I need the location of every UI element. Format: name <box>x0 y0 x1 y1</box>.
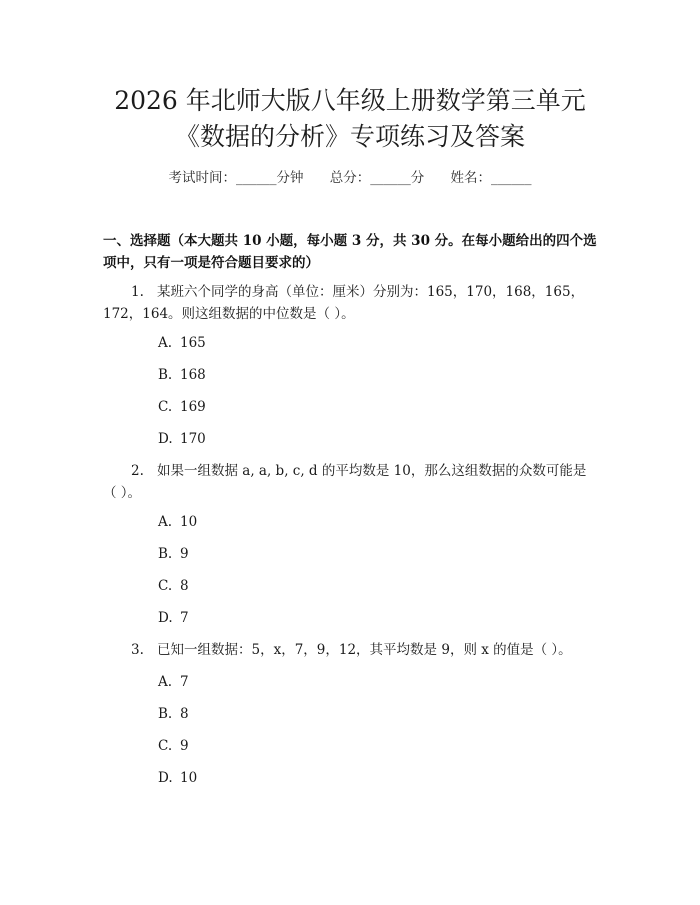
question-text: 已知一组数据：5，x，7，9，12，其平均数是 9，则 x 的值是（ ）。 <box>157 642 572 658</box>
question-2-option-d <box>158 609 189 627</box>
exam-name-blank: ______ <box>491 170 532 186</box>
question-number: 3. <box>131 642 144 658</box>
option-letter: B. <box>158 706 173 722</box>
option-text: 8 <box>180 706 189 722</box>
document-title-line1: 2026 年北师大版八年级上册数学第三单元 <box>114 86 586 115</box>
option-text: 7 <box>180 610 189 626</box>
exam-time-unit: 分钟 <box>276 170 304 186</box>
question-2-option-a <box>158 513 197 531</box>
question-2-option-c <box>158 577 189 595</box>
exam-time <box>168 169 303 187</box>
option-letter: A. <box>158 674 173 690</box>
option-letter: D. <box>158 770 173 786</box>
document-title-line2: 《数据的分析》专项练习及答案 <box>174 122 525 151</box>
exam-name-label: 姓名： <box>450 170 492 186</box>
option-text: 169 <box>180 399 206 415</box>
question-number: 1. <box>131 284 144 300</box>
question-3-option-c <box>158 737 189 755</box>
exam-info <box>0 169 700 187</box>
question-1 <box>103 281 593 325</box>
option-text: 170 <box>180 431 206 447</box>
option-letter: D. <box>158 610 173 626</box>
exam-score-label: 总分： <box>329 170 371 186</box>
question-3 <box>103 639 593 661</box>
option-letter: C. <box>158 738 173 754</box>
option-letter: B. <box>158 367 173 383</box>
option-text: 7 <box>180 674 189 690</box>
option-letter: A. <box>158 514 173 530</box>
question-3-option-d <box>158 769 197 787</box>
option-text: 9 <box>180 738 189 754</box>
exam-time-label: 考试时间： <box>168 170 236 186</box>
question-3-option-b <box>158 705 189 723</box>
exam-score-unit: 分 <box>410 170 425 186</box>
exam-score-blank: ______ <box>370 170 411 186</box>
option-text: 9 <box>180 546 189 562</box>
option-letter: B. <box>158 546 173 562</box>
option-text: 165 <box>180 335 206 351</box>
option-text: 8 <box>180 578 189 594</box>
exam-time-blank: ______ <box>235 170 277 186</box>
option-text: 10 <box>180 514 198 530</box>
question-text: 如果一组数据 a, a, b, c, d 的平均数是 10，那么这组数据的众数可能是（ ）。 <box>103 463 587 501</box>
question-2 <box>103 460 593 504</box>
question-3-option-a <box>158 673 189 691</box>
question-1-option-b <box>158 366 206 384</box>
option-letter: C. <box>158 399 173 415</box>
question-number: 2. <box>131 463 144 479</box>
question-2-option-b <box>158 545 189 563</box>
option-text: 168 <box>180 367 206 383</box>
question-text: 某班六个同学的身高（单位：厘米）分别为：165，170，168，165，172，164。则这组数据的中位数是（ ）。 <box>103 284 585 322</box>
option-text: 10 <box>180 770 198 786</box>
option-letter: C. <box>158 578 173 594</box>
option-letter: D. <box>158 431 173 447</box>
section-heading: 一、选择题（本大题共 10 小题，每小题 3 分，共 30 分。在每小题给出的四个选项中，只有一项是符合题目要求的） <box>103 233 597 271</box>
question-1-option-d <box>158 430 206 448</box>
question-1-option-c <box>158 398 206 416</box>
exam-score <box>330 169 425 187</box>
option-letter: A. <box>158 335 173 351</box>
question-1-option-a <box>158 334 206 352</box>
exam-name <box>451 169 532 187</box>
